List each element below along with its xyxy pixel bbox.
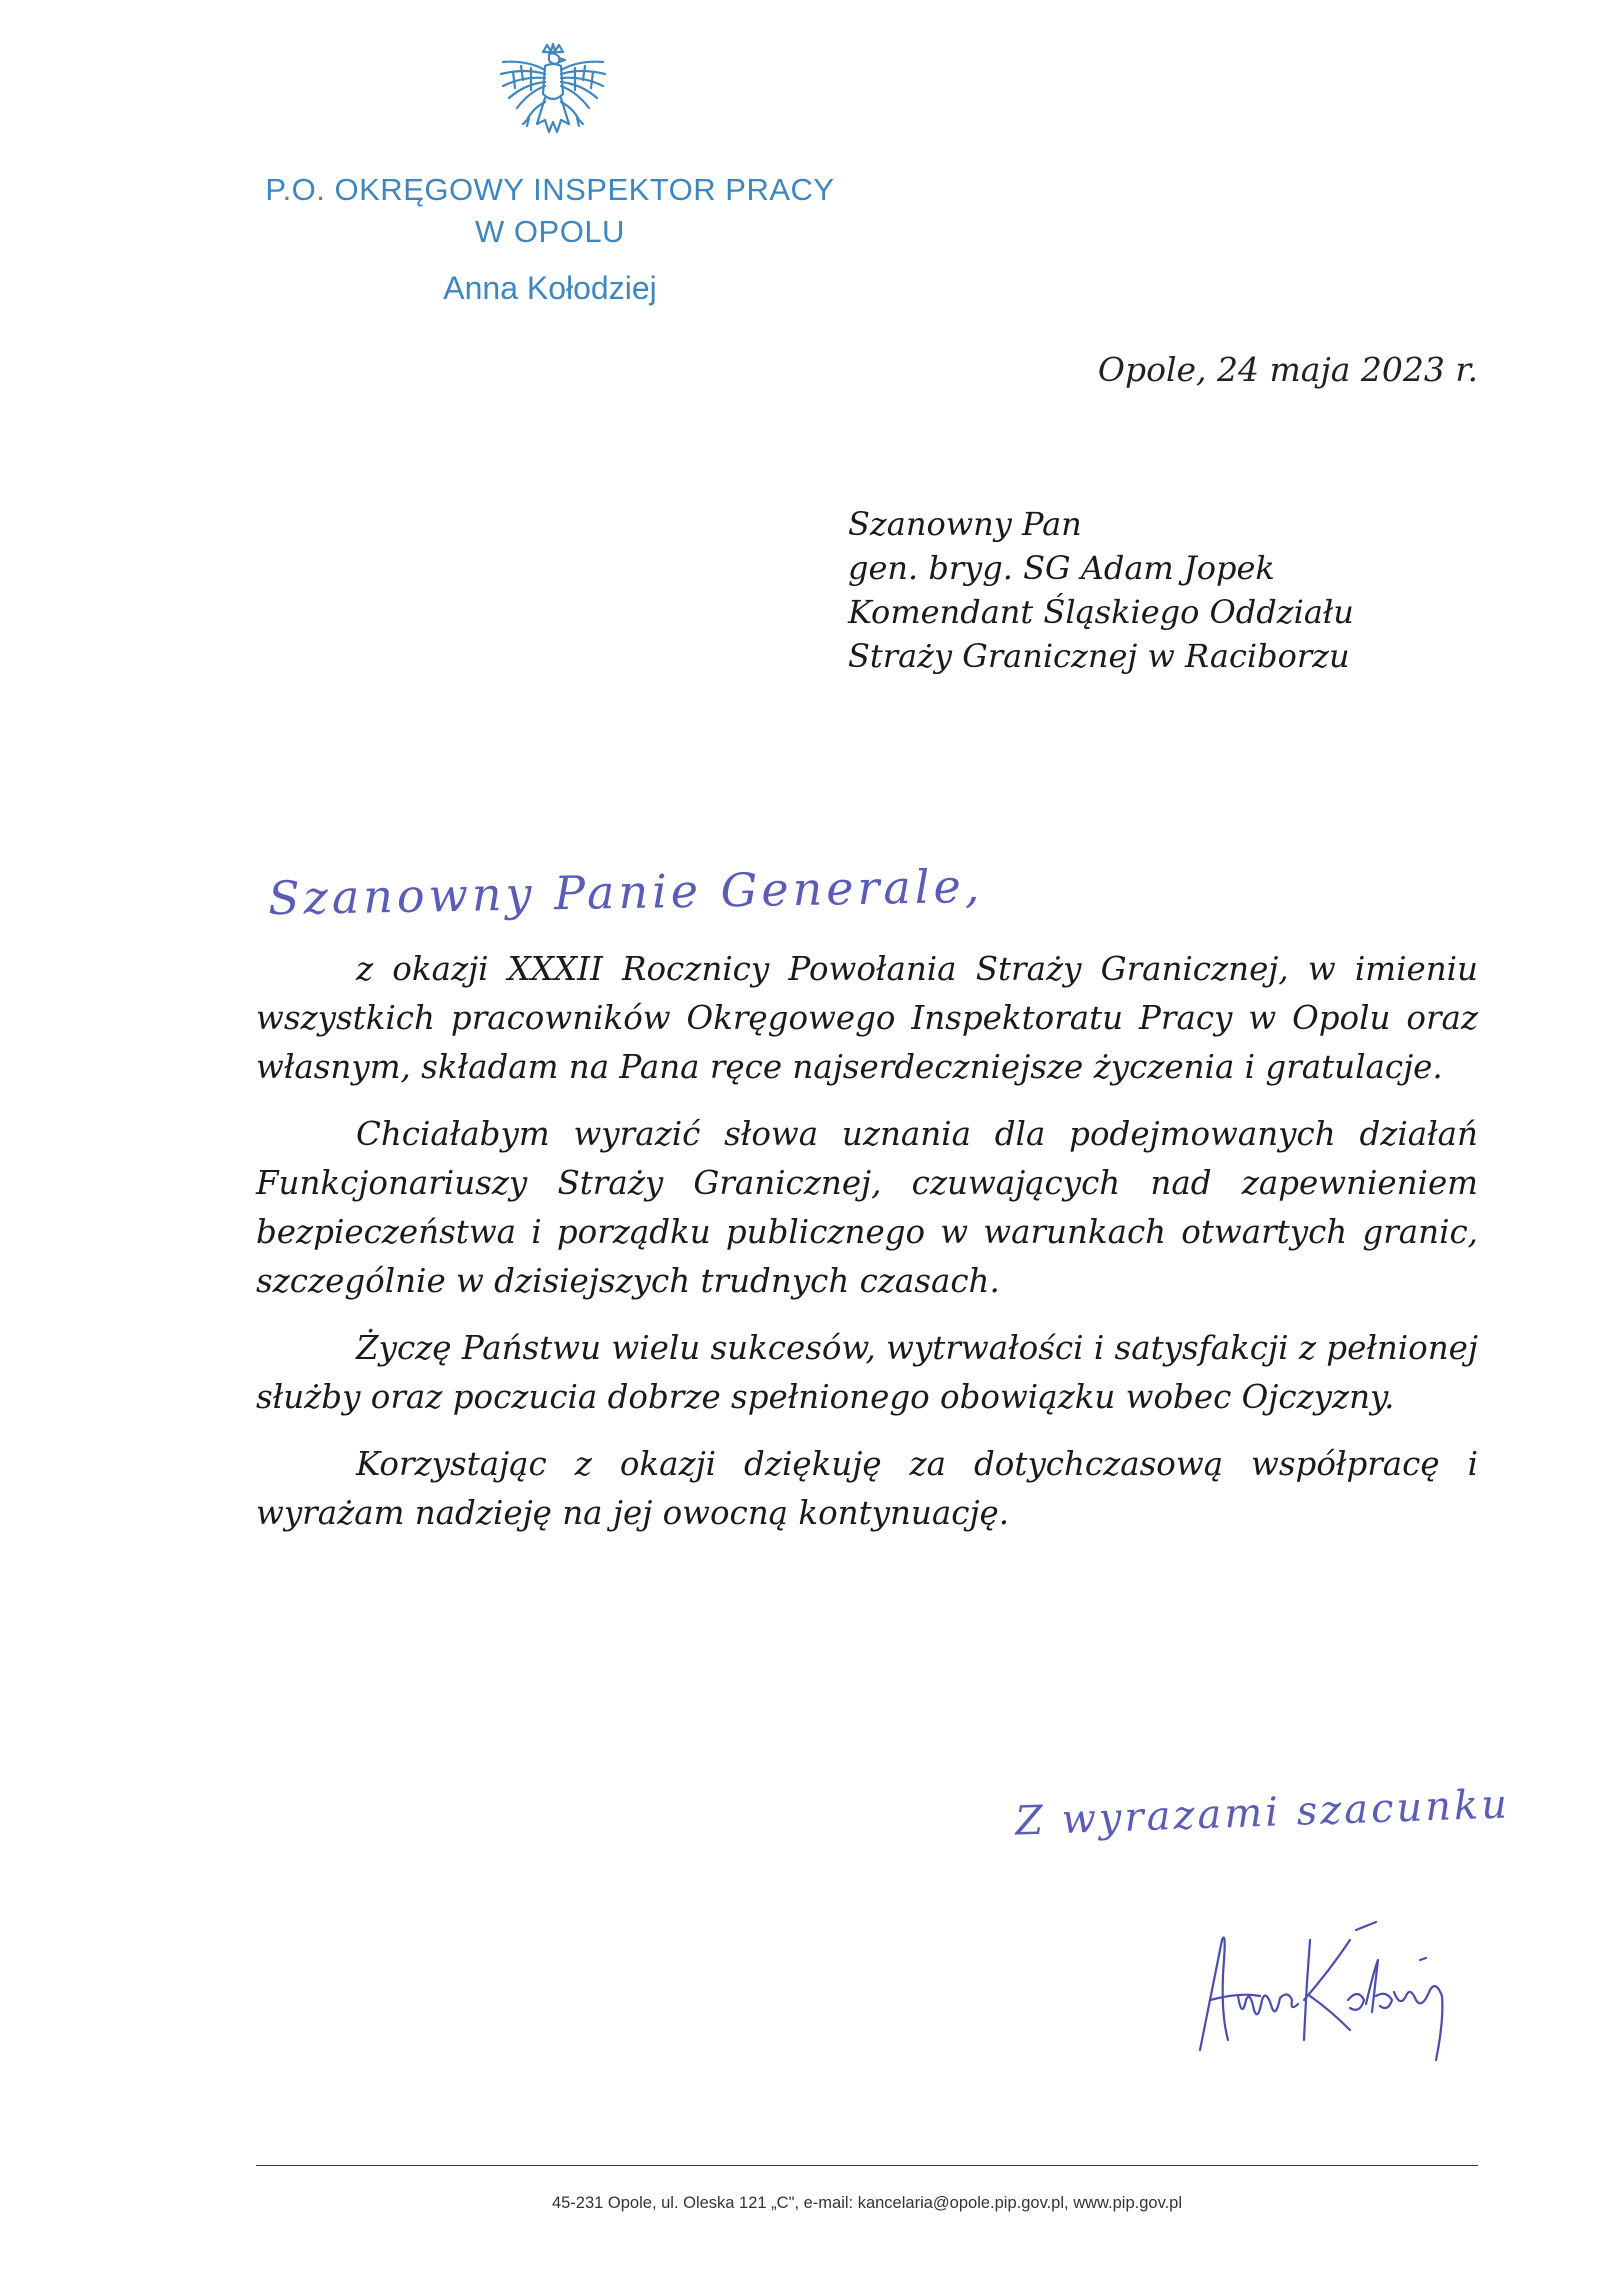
body-paragraph: Korzystając z okazji dziękuję za dotychczasową współpracę i wyrażam nadzieję na jej owocną kontynuację. [256,1445,1478,1532]
signature-image [1180,1900,1500,2070]
footer-contact: 45-231 Opole, ul. Oleska 121 „C", e-mail: kancelaria@opole.pip.gov.pl, www.pip.gov.pl [551,2194,1183,2212]
addressee-line: Straży Granicznej w Raciborzu [848,637,1350,675]
addressee-line: Szanowny Pan [848,505,1082,543]
addressee-line: gen. bryg. SG Adam Jopek [848,549,1275,587]
letterhead-title: P.O. OKRĘGOWY INSPEKTOR PRACY [265,172,835,207]
addressee-block [848,502,1354,678]
letterhead-name: Anna Kołodziej [443,270,657,306]
body-paragraph: z okazji XXXII Rocznicy Powołania Straży Granicznej, w imieniu wszystkich pracowników Okręgowego Inspektoratu Pracy w Opolu oraz własnym, składam na Pana ręce najserdeczniejsze życzenia i gratulacje. [256,950,1478,1086]
body-paragraph: Chciałabym wyrazić słowa uznania dla podejmowanych działań Funkcjonariuszy Straży Granicznej, czuwających nad zapewnieniem bezpieczeństwa i porządku publicznego w warunkach otwartych granic, szczególnie w dzisiejszych trudnych czasach. [256,1115,1478,1300]
eagle-emblem-icon [493,42,613,154]
letterhead-city: W OPOLU [475,214,625,249]
handwritten-salutation: Szanowny Panie Generale, [267,858,984,926]
letter-body [256,945,1478,1556]
letter-date: Opole, 24 maja 2023 r. [1097,350,1478,389]
addressee-line: Komendant Śląskiego Oddziału [848,593,1354,631]
footer-divider [256,2165,1478,2166]
body-paragraph: Życzę Państwu wielu sukcesów, wytrwałości i satysfakcji z pełnionej służby oraz poczucia dobrze spełnionego obowiązku wobec Ojczyzny. [256,1329,1478,1416]
handwritten-closing: Z wyrazami szacunku [1014,1781,1511,1845]
